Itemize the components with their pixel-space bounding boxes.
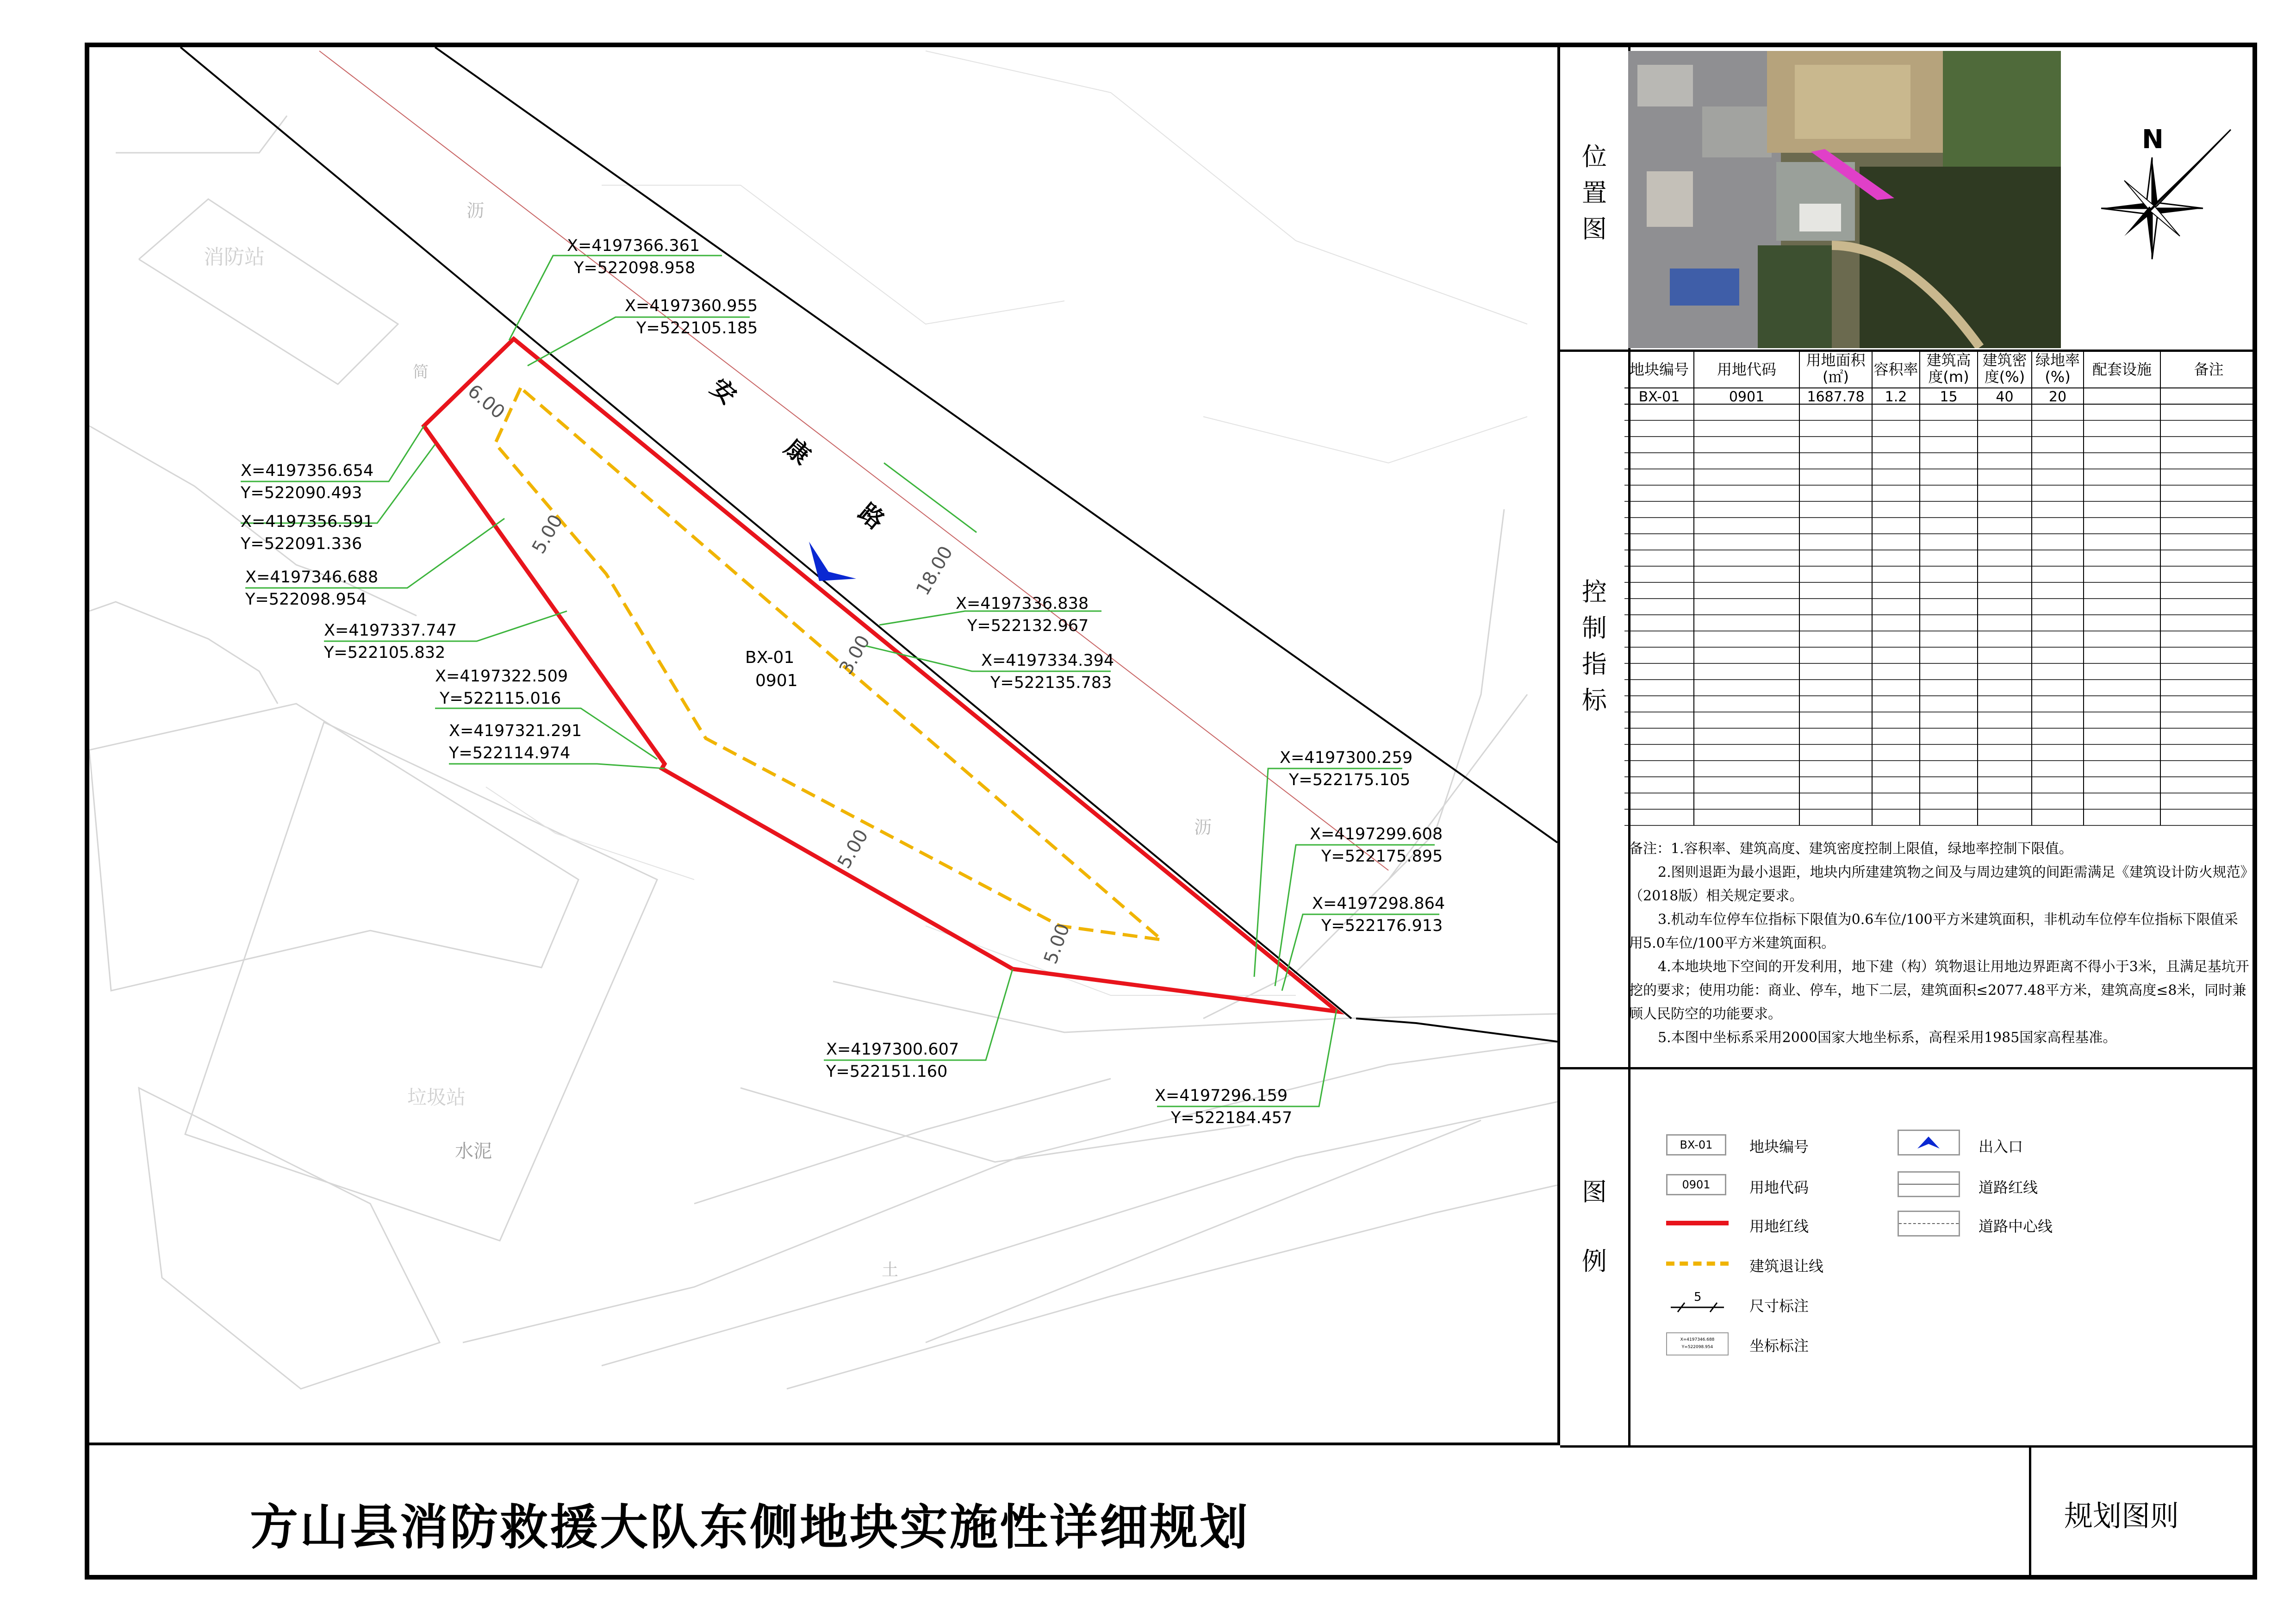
- legend-setback-label: 建筑退让线: [1749, 1257, 1824, 1275]
- legend-road-red-line-label: 道路红线: [1979, 1179, 2038, 1196]
- coord-2-x: X=4197360.955: [625, 297, 758, 315]
- header-height: 建筑高度(m): [1926, 351, 1971, 386]
- cell-height: 15: [1940, 389, 1958, 405]
- legend-title: 图例: [1582, 1177, 1607, 1276]
- coord-14-x: X=4197300.607: [826, 1040, 959, 1059]
- label-garbage-station: 垃圾站: [407, 1086, 466, 1109]
- header-far: 容积率: [1873, 361, 1918, 378]
- legend-road-center-swatch: [1898, 1211, 1960, 1237]
- note-4: 4.本地块地下空间的开发利用，地下建（构）筑物退让用地边界距离不得小于3米，且满足基坑开挖的要求；使用功能：商业、停车，地下二层，建筑面积≤2077.48平方米，建筑高度≤8米，同时兼顾人民防空的功能要求。: [1629, 959, 2249, 1022]
- legend-parcel-id-label: 地块编号: [1749, 1138, 1809, 1156]
- legend-coordinate-swatch: [1666, 1332, 1729, 1355]
- header-land-area: 用地面积(㎡): [1806, 351, 1866, 386]
- label-li-1: 沥: [467, 200, 485, 221]
- coord-5-y: Y=522098.954: [245, 590, 367, 609]
- cell-parcel-id: BX-01: [1638, 389, 1680, 405]
- header-parcel-id: 地块编号: [1629, 361, 1689, 378]
- parcel-label: BX-01: [745, 648, 795, 667]
- drawing-type: 规划图则: [2064, 1499, 2179, 1533]
- road-junction-line: [1356, 1018, 1557, 1042]
- parcel-code: 0901: [755, 671, 798, 690]
- coord-14-y: Y=522151.160: [826, 1062, 948, 1081]
- legend-land-code-label: 用地代码: [1749, 1179, 1809, 1196]
- planning-map: [89, 47, 1557, 1443]
- legend-coordinate-x: X=4197346.688: [1680, 1337, 1715, 1342]
- coord-4-x: X=4197356.591: [241, 512, 374, 531]
- road-name-label: [705, 373, 889, 535]
- legend-red-line-label: 用地红线: [1749, 1218, 1809, 1235]
- header-land-code: 用地代码: [1717, 361, 1776, 378]
- header-density: 建筑密度(%): [1982, 351, 2027, 386]
- dim-3: 18.00: [912, 542, 958, 599]
- legend-parcel-id-swatch: BX-01: [1666, 1134, 1726, 1156]
- coord-3-x: X=4197356.654: [241, 462, 374, 480]
- coord-15-y: Y=522184.457: [1171, 1109, 1293, 1127]
- coord-10-x: X=4197334.394: [981, 651, 1114, 670]
- coord-6-x: X=4197337.747: [324, 621, 457, 640]
- dim-4: 3.00: [835, 631, 875, 678]
- satellite-image: [1628, 51, 2061, 348]
- coord-11-x: X=4197300.259: [1280, 749, 1413, 767]
- header-green-rate: 绿地率(%): [2035, 351, 2080, 386]
- divider-title-right: [2029, 1445, 2031, 1580]
- legend-dimension-value: 5: [1694, 1290, 1702, 1304]
- location-map-title: 位置图: [1582, 142, 1607, 244]
- road-name-char-3: 路: [853, 498, 890, 535]
- control-table: [1624, 352, 2257, 833]
- cell-land-code: 0901: [1729, 389, 1765, 405]
- coord-12-y: Y=522175.895: [1321, 847, 1443, 866]
- header-facilities: 配套设施: [2092, 361, 2152, 378]
- note-5: 5.本图中坐标系采用2000国家大地坐标系，高程采用1985国家高程基准。: [1658, 1030, 2117, 1046]
- legend-dimension-label: 尺寸标注: [1749, 1297, 1809, 1315]
- cell-green-rate: 20: [2048, 389, 2067, 405]
- legend-dimension-swatch: [1666, 1288, 1729, 1316]
- dim-6: 5.00: [1040, 920, 1074, 967]
- legend-entrance-swatch: [1898, 1130, 1960, 1156]
- legend-land-code-swatch: 0901: [1666, 1174, 1726, 1195]
- coord-11-y: Y=522175.105: [1289, 771, 1411, 789]
- legend-entrance-label: 出入口: [1979, 1138, 2023, 1156]
- coordinate-leaders: [241, 256, 1439, 1106]
- legend-red-line-swatch: [1666, 1221, 1729, 1225]
- road-edge-1: [180, 47, 1351, 1018]
- coord-3-y: Y=522090.493: [241, 484, 362, 502]
- coord-7-x: X=4197322.509: [435, 667, 568, 686]
- cell-land-area: 1687.78: [1807, 389, 1865, 405]
- coord-1-y: Y=522098.958: [574, 259, 696, 277]
- cell-density: 40: [1996, 389, 2014, 405]
- label-cement: 水泥: [455, 1141, 492, 1162]
- coord-9-x: X=4197336.838: [956, 594, 1089, 613]
- page-title: 方山县消防救援大队东侧地块实施性详细规划: [250, 1499, 1250, 1555]
- coord-8-y: Y=522114.974: [449, 744, 571, 762]
- dim-2: 5.00: [528, 511, 567, 557]
- note-3: 3.机动车位停车位指标下限值为0.6车位/100平方米建筑面积，非机动车位停车位指标下限值采用5.0车位/100平方米建筑面积。: [1629, 912, 2238, 951]
- label-jian: 简: [413, 363, 429, 381]
- cell-far: 1.2: [1885, 389, 1907, 405]
- coord-9-y: Y=522132.967: [967, 617, 1089, 635]
- label-fire-station: 消防站: [204, 245, 265, 269]
- coord-5-x: X=4197346.688: [245, 568, 379, 587]
- label-li-2: 沥: [1194, 817, 1212, 837]
- coord-1-x: X=4197366.361: [567, 237, 700, 255]
- road-name-char-2: 康: [779, 433, 815, 470]
- coord-4-y: Y=522091.336: [241, 535, 362, 553]
- dim-1: 6.00: [463, 380, 509, 424]
- legend-coordinate-label: 坐标标注: [1749, 1337, 1809, 1355]
- notes-block: [1629, 837, 2249, 1049]
- note-1: 备注：1.容积率、建筑高度、建筑密度控制上限值，绿地率控制下限值。: [1629, 841, 2073, 857]
- legend-road-center-label: 道路中心线: [1979, 1218, 2053, 1235]
- coord-13-y: Y=522176.913: [1321, 917, 1443, 935]
- coord-13-x: X=4197298.864: [1312, 894, 1445, 913]
- coord-8-x: X=4197321.291: [449, 722, 582, 740]
- note-2: 2.图则退距为最小退距，地块内所建建筑物之间及与周边建筑的间距需满足《建筑设计防火规范》（2018版）相关规定要求。: [1629, 864, 2247, 904]
- label-tu: 土: [882, 1261, 899, 1280]
- control-index-title: 控制指标: [1582, 577, 1607, 715]
- compass-icon: [2073, 111, 2249, 287]
- compass-north-label: N: [2142, 125, 2164, 155]
- coord-15-x: X=4197296.159: [1155, 1087, 1288, 1105]
- coord-10-y: Y=522135.783: [990, 674, 1112, 692]
- dim-5: 5.00: [833, 825, 873, 872]
- coord-7-y: Y=522115.016: [440, 689, 561, 708]
- coord-6-y: Y=522105.832: [324, 643, 446, 662]
- divider-title-bar: [1560, 1445, 2257, 1448]
- header-remarks: 备注: [2194, 361, 2224, 378]
- legend-setback-swatch: [1666, 1262, 1729, 1266]
- coord-12-x: X=4197299.608: [1310, 825, 1443, 843]
- divider-control: [1560, 1067, 2257, 1069]
- legend-coordinate-y: Y=522098.954: [1681, 1345, 1713, 1349]
- road-name-char-1: 安: [705, 373, 741, 410]
- coord-2-y: Y=522105.185: [636, 319, 758, 337]
- legend-road-red-line-swatch: [1898, 1171, 1960, 1197]
